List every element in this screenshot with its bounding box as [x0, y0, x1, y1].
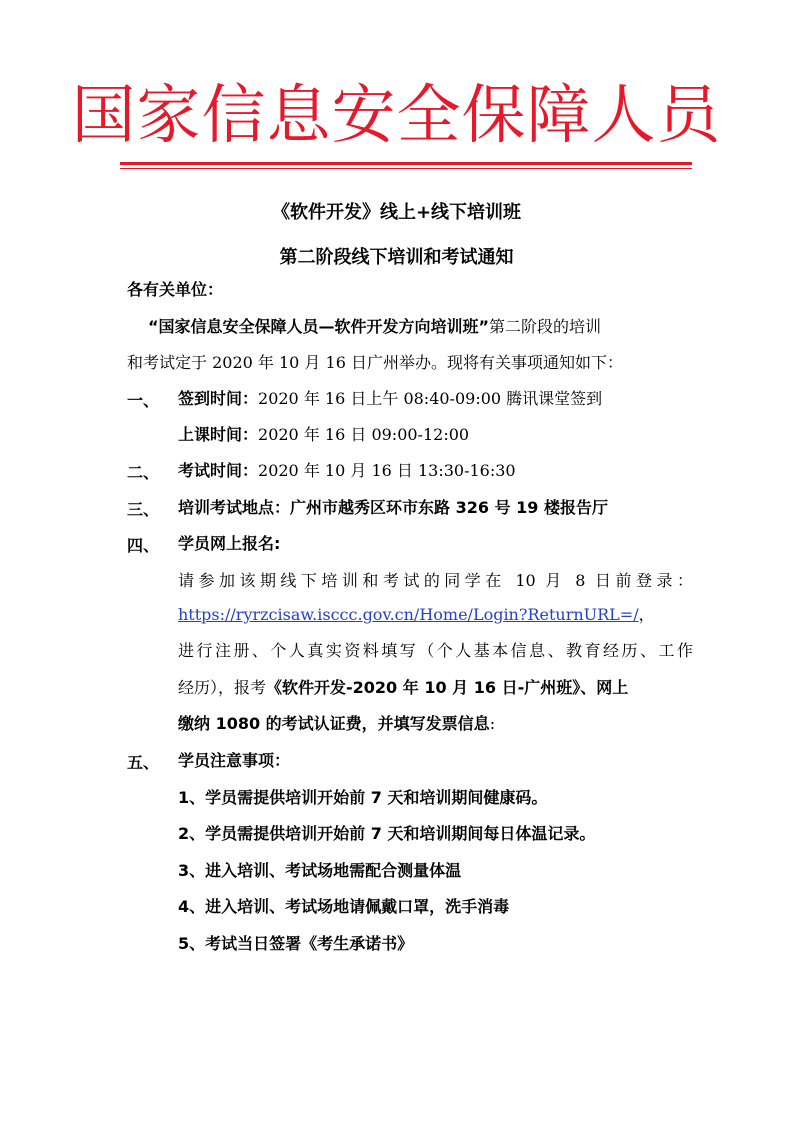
section-location: 培训考试地点：广州市越秀区环市东路 326 号 19 楼报告厅: [178, 498, 608, 517]
registration-line4: [178, 677, 628, 699]
note-item: 3、进入培训、考试场地需配合测量体温: [178, 861, 462, 880]
class-time-label: 上课时间：: [178, 425, 259, 444]
intro-line1-rest: 第二阶段的培训: [489, 317, 602, 336]
intro-quote: “国家信息安全保障人员—软件开发方向培训班”: [148, 317, 490, 336]
note-item: 4、进入培训、考试场地请佩戴口罩，洗手消毒: [178, 897, 510, 916]
exam-time-label: 考试时间：: [178, 461, 259, 480]
note-item: 2、学员需提供培训开始前 7 天和培训期间每日体温记录。: [178, 824, 596, 843]
registration-link[interactable]: https://ryrzcisaw.isccc.gov.cn/Home/Login?ReturnURL=/: [178, 605, 639, 624]
masthead-rule-thick: [120, 162, 692, 165]
salutation: 各有关单位：: [127, 280, 224, 299]
section-exam-time: [178, 460, 516, 482]
registration-course-name: 《软件开发-2020 年 10 月 16 日-广州班》、网上: [266, 678, 629, 697]
section-number-1: 一、: [127, 391, 160, 410]
registration-line4-prefix: 经历），报考: [178, 678, 267, 697]
registration-line1: 请参加该期线下培训和考试的同学在 10 月 8 日前登录：: [178, 571, 693, 590]
intro-line1: [148, 316, 601, 338]
registration-line5-suffix: :: [489, 714, 496, 733]
exam-time-value: 2020 年 10 月 16 日 13:30-16:30: [258, 461, 516, 480]
section-notes-heading: 学员注意事项：: [178, 751, 291, 770]
section-number-3: 三、: [127, 500, 160, 519]
registration-line5: [178, 713, 495, 735]
intro-line2: 和考试定于 2020 年 10 月 16 日广州举办。现将有关事项通知如下：: [127, 353, 623, 372]
section-class-time: [178, 424, 469, 446]
masthead-title: 国家信息安全保障人员: [71, 79, 722, 153]
section-number-5: 五、: [127, 753, 160, 772]
registration-url-line: [178, 604, 655, 626]
registration-fee: 缴纳 1080 的考试认证费，并填写发票信息: [178, 714, 490, 733]
registration-line3: 进行注册、个人真实资料填写（个人基本信息、教育经历、工作: [178, 641, 693, 660]
note-item: 1、学员需提供培训开始前 7 天和培训期间健康码。: [178, 788, 548, 807]
masthead-rule-thin: [120, 168, 692, 169]
signin-label: 签到时间：: [178, 389, 259, 408]
class-time-value: 2020 年 16 日 09:00-12:00: [258, 425, 470, 444]
section-number-2: 二、: [127, 463, 160, 482]
registration-url-suffix: ，: [638, 605, 655, 624]
notice-title-line2: 第二阶段线下培训和考试通知: [279, 247, 514, 268]
notice-title-line1: 《软件开发》线上+线下培训班: [271, 202, 522, 223]
signin-value: 2020 年 16 日上午 08:40-09:00 腾讯课堂签到: [258, 389, 603, 408]
section-number-4: 四、: [127, 536, 160, 555]
section-registration-heading: 学员网上报名:: [178, 534, 281, 553]
note-item: 5、考试当日签署《考生承诺书》: [178, 934, 414, 953]
section-signin: [178, 388, 602, 410]
